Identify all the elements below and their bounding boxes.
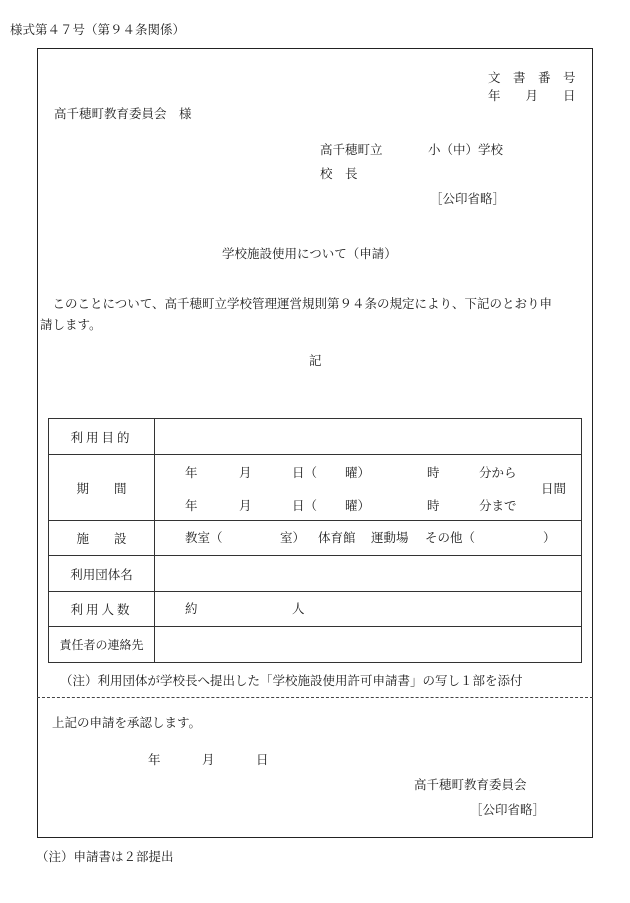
table-row-count bbox=[49, 592, 582, 627]
facility-label: 施 設 bbox=[49, 521, 155, 556]
dashed-divider bbox=[37, 697, 593, 698]
attachment-note: （注）利用団体が学校長へ提出した「学校施設使用許可申請書」の写し１部を添付 bbox=[60, 673, 523, 688]
document-number-label: 文 書 番 号 bbox=[488, 70, 576, 85]
issuer-name: 高千穂町教育委員会 bbox=[414, 777, 527, 792]
period-start-month: 月 bbox=[239, 465, 252, 480]
facility-other: その他（ bbox=[425, 530, 476, 545]
period-end-day: 日（ bbox=[292, 498, 318, 513]
approval-year: 年 bbox=[148, 752, 161, 767]
submission-note: （注）申請書は２部提出 bbox=[36, 849, 174, 864]
approval-day: 日 bbox=[256, 752, 269, 767]
user-count-label: 利用人数 bbox=[49, 592, 155, 627]
purpose-label: 利用目的 bbox=[49, 419, 155, 455]
period-end-weekday: 曜） bbox=[345, 498, 371, 513]
table-row-contact bbox=[49, 627, 582, 663]
document-date-label: 年 月 日 bbox=[488, 88, 576, 103]
period-end-year: 年 bbox=[185, 498, 198, 513]
period-label: 期 間 bbox=[49, 455, 155, 521]
period-start-hour: 時 bbox=[427, 465, 440, 480]
period-start-minute: 分から bbox=[479, 465, 517, 480]
facility-room-close: 室） bbox=[280, 530, 306, 545]
facility-field: 運動場 bbox=[371, 530, 409, 545]
user-count-approx: 約 bbox=[185, 601, 198, 616]
period-days-label: 日間 bbox=[541, 481, 567, 496]
table-row-facility bbox=[49, 521, 582, 556]
document-title: 学校施設使用について（申請） bbox=[222, 246, 397, 261]
ki-heading: 記 bbox=[309, 353, 322, 368]
contact-value-cell[interactable] bbox=[155, 627, 582, 663]
period-end-minute: 分まで bbox=[479, 498, 517, 513]
body-text-line-2: 請します。 bbox=[40, 317, 102, 332]
facility-other-close: ） bbox=[543, 530, 556, 545]
seal-omitted-note: ［公印省略］ bbox=[430, 191, 506, 206]
period-start-day: 日（ bbox=[292, 465, 318, 480]
approval-month: 月 bbox=[202, 752, 215, 767]
school-name-prefix: 高千穂町立 bbox=[320, 142, 383, 157]
period-start-weekday: 曜） bbox=[345, 465, 371, 480]
issuer-seal-note: ［公印省略］ bbox=[470, 802, 546, 817]
table-row-purpose bbox=[49, 419, 582, 455]
purpose-value-cell[interactable] bbox=[155, 419, 582, 455]
table-row-period bbox=[49, 455, 582, 521]
period-end-month: 月 bbox=[239, 498, 252, 513]
addressee: 高千穂町教育委員会 様 bbox=[54, 106, 192, 121]
body-text-line-1: このことについて、高千穂町立学校管理運営規則第９４条の規定により、下記のとおり申 bbox=[40, 296, 553, 311]
application-table bbox=[48, 418, 582, 663]
user-count-people: 人 bbox=[292, 601, 305, 616]
facility-classroom: 教室（ bbox=[185, 530, 223, 545]
approval-text: 上記の申請を承認します。 bbox=[52, 715, 202, 730]
principal-label: 校 長 bbox=[320, 166, 358, 181]
period-value-cell[interactable] bbox=[155, 455, 582, 521]
period-end-hour: 時 bbox=[427, 498, 440, 513]
facility-value-cell[interactable] bbox=[155, 521, 582, 556]
contact-label: 責任者の連絡先 bbox=[49, 627, 155, 663]
group-name-label: 利用団体名 bbox=[49, 556, 155, 592]
facility-gym: 体育館 bbox=[318, 530, 356, 545]
user-count-value-cell[interactable] bbox=[155, 592, 582, 627]
period-start-year: 年 bbox=[185, 465, 198, 480]
school-type: 小（中）学校 bbox=[428, 142, 504, 157]
group-name-value-cell[interactable] bbox=[155, 556, 582, 592]
form-number-header: 様式第４７号（第９４条関係） bbox=[10, 22, 186, 37]
table-row-group bbox=[49, 556, 582, 592]
